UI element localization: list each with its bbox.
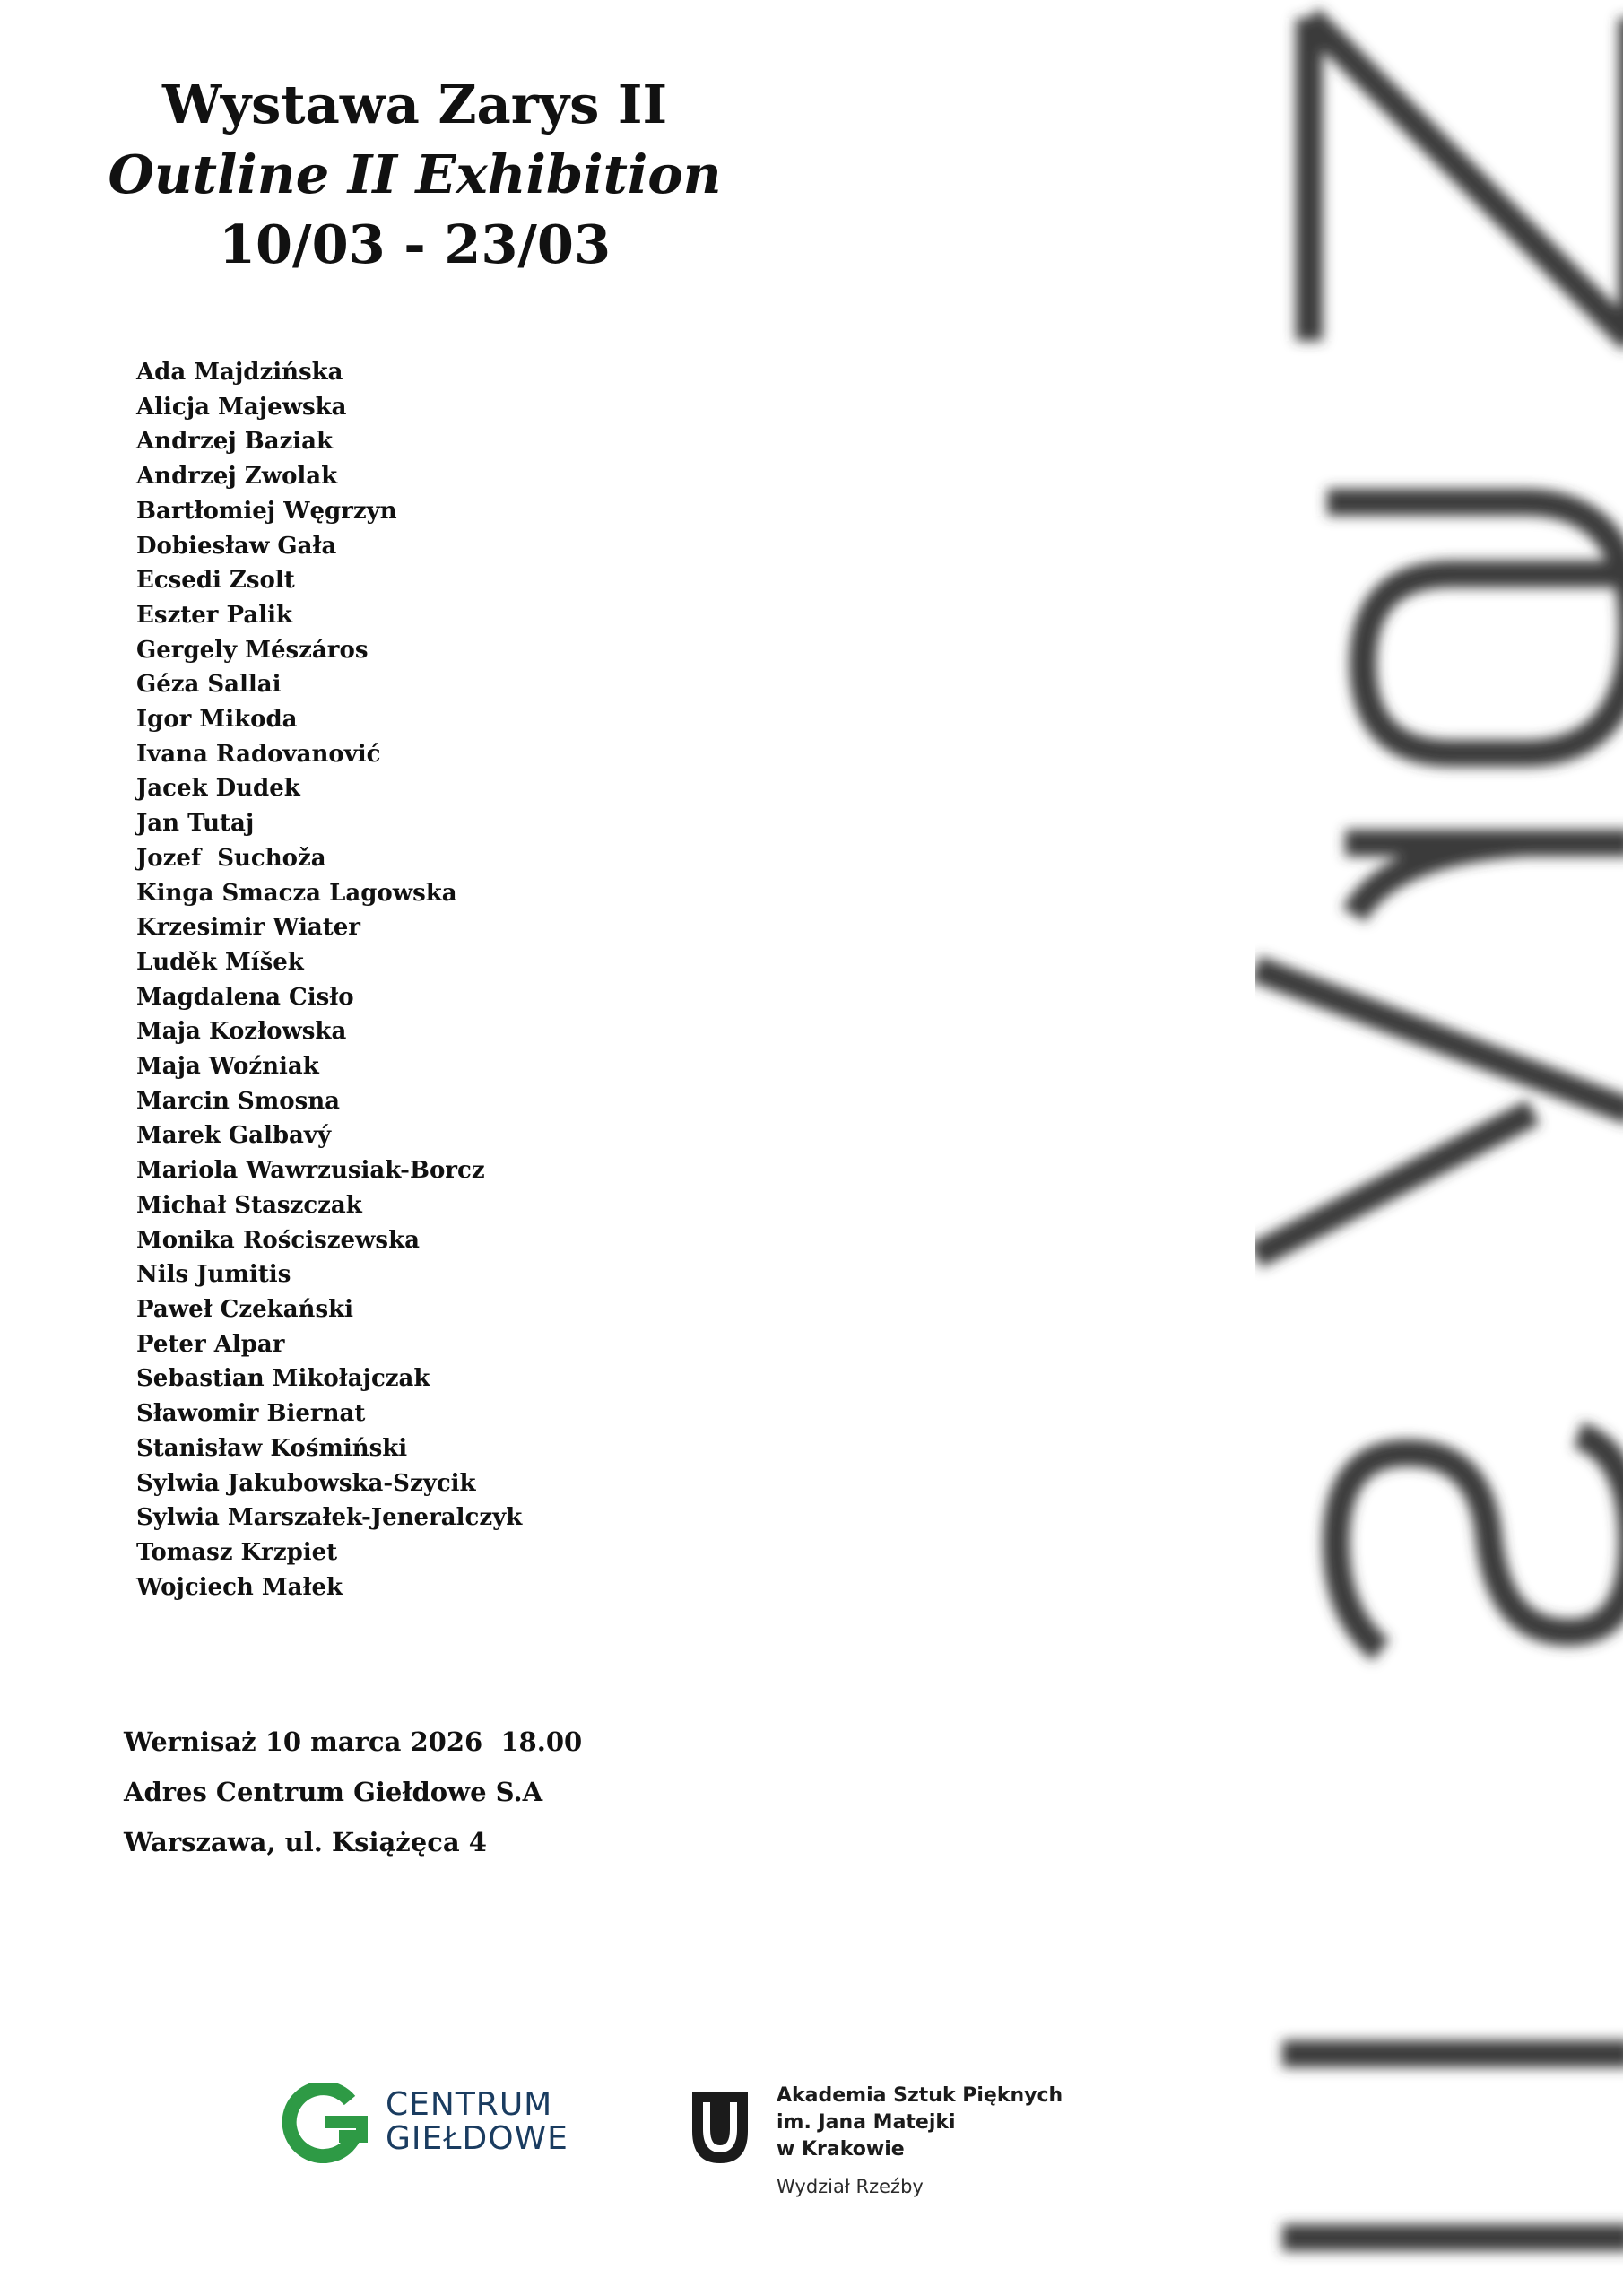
venue-city: Warszawa, ul. Książęca 4 bbox=[124, 1827, 487, 1857]
artist-name: Maja Woźniak bbox=[136, 1053, 319, 1081]
artist-name: Ada Majdzińska bbox=[136, 359, 343, 386]
asp-faculty: Wydział Rzeźby bbox=[777, 2176, 924, 2197]
opening-date: Wernisaż 10 marca 2026 18.00 bbox=[124, 1726, 583, 1757]
artist-name: Krzesimir Wiater bbox=[136, 914, 360, 942]
artist-name: Alicja Majewska bbox=[136, 393, 347, 421]
artist-list bbox=[136, 355, 522, 1605]
centrum-gieldowe-line1: CENTRUM bbox=[386, 2086, 553, 2123]
artist-name: Wojciech Małek bbox=[136, 1573, 343, 1601]
artist-name: Michał Staszczak bbox=[136, 1191, 362, 1219]
artist-name: Paweł Czekański bbox=[136, 1295, 353, 1323]
artist-name: Géza Sallai bbox=[136, 671, 282, 699]
artist-name: Jan Tutaj bbox=[136, 810, 255, 838]
artist-name: Gergely Mészáros bbox=[136, 636, 369, 664]
artist-name: Ecsedi Zsolt bbox=[136, 567, 295, 595]
centrum-gieldowe-logo bbox=[282, 2081, 586, 2167]
artist-name: Nils Jumitis bbox=[136, 1261, 291, 1289]
exhibition-dates: 10/03 - 23/03 bbox=[218, 213, 612, 275]
artist-name: Ivana Radovanović bbox=[136, 740, 381, 768]
artist-name: Eszter Palik bbox=[136, 601, 292, 629]
artist-name: Monika Rościszewska bbox=[136, 1226, 420, 1254]
artist-name: Sylwia Marszałek-Jeneralczyk bbox=[136, 1504, 523, 1532]
artist-name: Marcin Smosna bbox=[136, 1087, 341, 1115]
artist-name: Mariola Wawrzusiak-Borcz bbox=[136, 1157, 485, 1185]
artist-name: Maja Kozłowska bbox=[136, 1018, 347, 1046]
artist-name: Sylwia Jakubowska-Szycik bbox=[136, 1469, 476, 1497]
centrum-gieldowe-line2: GIEŁDOWE bbox=[386, 2120, 568, 2157]
artist-name: Magdalena Cisło bbox=[136, 983, 354, 1011]
centrum-gieldowe-wordmark bbox=[386, 2088, 568, 2156]
venue-address: Adres Centrum Giełdowe S.A bbox=[124, 1777, 543, 1807]
artist-name: Jozef Suchoža bbox=[136, 844, 326, 872]
artist-name: Sławomir Biernat bbox=[136, 1400, 366, 1428]
artist-name: Igor Mikoda bbox=[136, 706, 298, 734]
artist-name: Dobiesław Gała bbox=[136, 532, 337, 560]
asp-line1: Akademia Sztuk Pięknych bbox=[777, 2084, 1063, 2107]
asp-line2: im. Jana Matejki bbox=[777, 2111, 956, 2134]
artist-name: Peter Alpar bbox=[136, 1330, 285, 1358]
asp-krakow-logo bbox=[689, 2083, 1119, 2208]
artist-name: Marek Galbavý bbox=[136, 1122, 332, 1150]
asp-shield-logo-icon bbox=[689, 2090, 751, 2165]
opening-info bbox=[124, 1717, 582, 1867]
watermark-graphic bbox=[1255, 0, 1623, 2296]
exhibition-header bbox=[0, 70, 829, 280]
artist-name: Andrzej Zwolak bbox=[136, 463, 338, 491]
exhibition-title-en: Outline II Exhibition bbox=[108, 144, 722, 205]
zarys-ii-watermark bbox=[1255, 0, 1623, 2296]
asp-line3: w Krakowie bbox=[777, 2138, 905, 2161]
centrum-gieldowe-logo-icon bbox=[282, 2083, 368, 2163]
artist-name: Andrzej Baziak bbox=[136, 428, 334, 456]
exhibition-title-pl: Wystawa Zarys II bbox=[161, 74, 668, 135]
artist-name: Sebastian Mikołajczak bbox=[136, 1365, 430, 1393]
artist-name: Stanisław Kośmiński bbox=[136, 1434, 408, 1462]
artist-name: Tomasz Krzpiet bbox=[136, 1538, 338, 1566]
artist-name: Bartłomiej Węgrzyn bbox=[136, 497, 397, 525]
artist-name: Kinga Smacza Lagowska bbox=[136, 879, 457, 907]
asp-wordmark bbox=[777, 2083, 1063, 2163]
artist-name: Jacek Dudek bbox=[136, 775, 300, 803]
artist-name: Luděk Míšek bbox=[136, 948, 304, 976]
